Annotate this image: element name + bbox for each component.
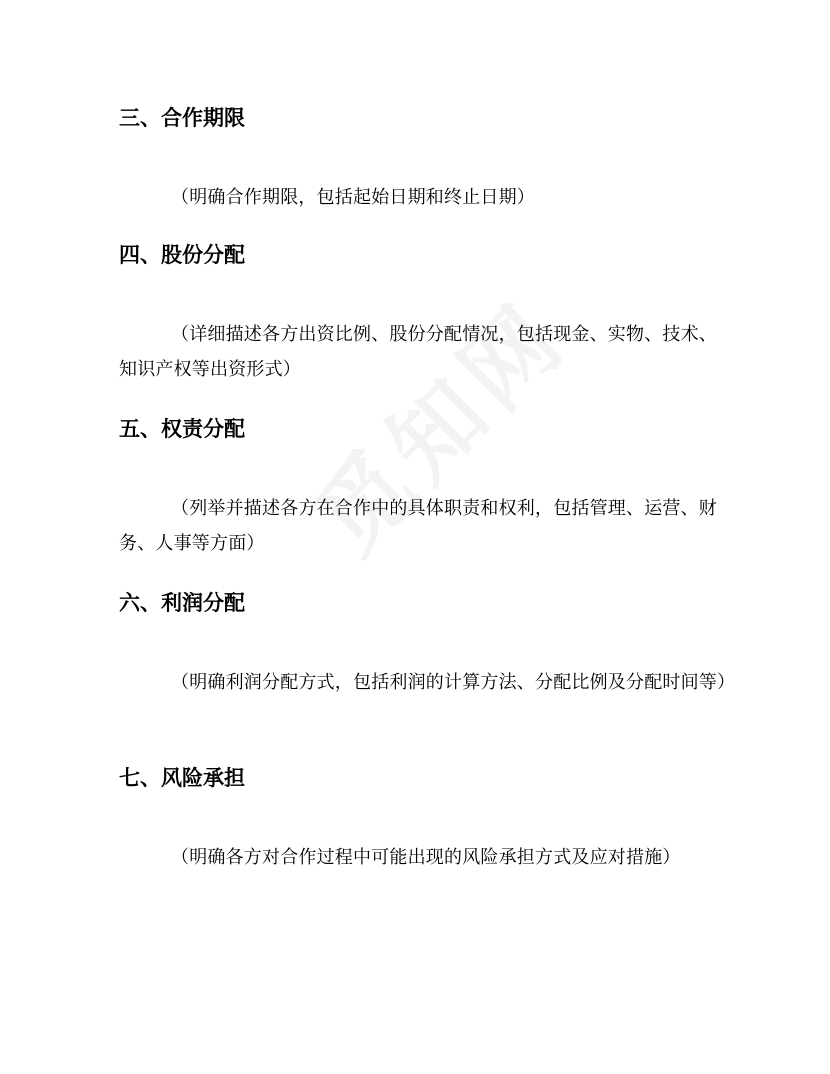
section-body-responsibilities: （列举并描述各方在合作中的具体职责和权利，包括管理、运营、财务、人事等方面）: [119, 498, 717, 554]
section-body-risk: （明确各方对合作过程中可能出现的风险承担方式及应对措施）: [171, 847, 681, 868]
section-body-profit: （明确利润分配方式，包括利润的计算方法、分配比例及分配时间等）: [171, 672, 736, 693]
section-body-shares: （详细描述各方出资比例、股份分配情况，包括现金、实物、技术、知识产权等出资形式）: [119, 324, 717, 380]
section-heading-term: 三、合作期限: [119, 106, 245, 130]
section-heading-risk: 七、风险承担: [119, 766, 245, 790]
section-heading-profit: 六、利润分配: [119, 591, 245, 615]
section-heading-shares: 四、股份分配: [119, 243, 245, 267]
section-heading-responsibilities: 五、权责分配: [119, 417, 245, 441]
section-body-term: （明确合作期限，包括起始日期和终止日期）: [171, 187, 535, 208]
